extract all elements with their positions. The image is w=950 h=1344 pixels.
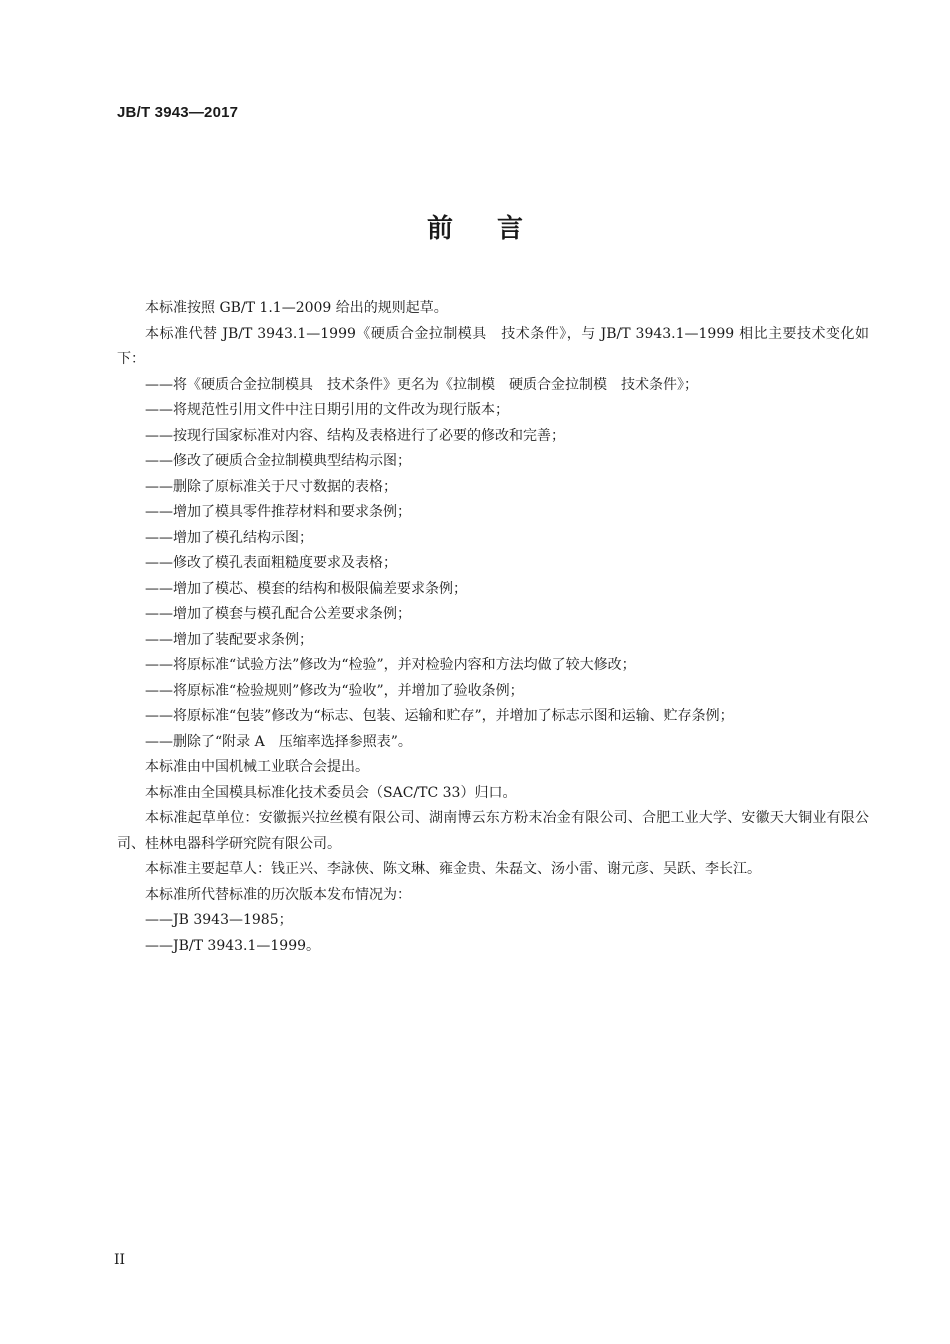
change-item: ——删除了原标准关于尺寸数据的表格； <box>145 478 397 495</box>
change-item: ——将规范性引用文件中注日期引用的文件改为现行版本； <box>145 402 509 418</box>
foreword-body <box>117 296 869 959</box>
change-item: ——增加了模具零件推荐材料和要求条例； <box>145 504 411 520</box>
version-item: ——JB 3943—1985； <box>145 912 293 928</box>
paragraph-under-jurisdiction: 本标准由全国模具标准化技术委员会（SAC/TC 33）归口。 <box>145 784 517 801</box>
paragraph-drafters: 本标准主要起草人：钱正兴、李詠俠、陈文琳、雍金贵、朱磊文、汤小雷、谢元彦、吴跃、李长江。 <box>145 861 761 877</box>
paragraph-drafting-rules: 本标准按照 GB/T 1.1—2009 给出的规则起草。 <box>145 300 448 316</box>
change-item: ——将原标准“检验规则”修改为“验收”，并增加了验收条例； <box>145 682 524 699</box>
change-item: ——将原标准“试验方法”修改为“检验”，并对检验内容和方法均做了较大修改； <box>145 657 636 673</box>
change-item: ——修改了硬质合金拉制模典型结构示图； <box>145 453 411 469</box>
change-item: ——按现行国家标准对内容、结构及表格进行了必要的修改和完善； <box>145 427 565 444</box>
paragraph-proposed-by: 本标准由中国机械工业联合会提出。 <box>145 759 369 775</box>
paragraph-replaces: 本标准代替 JB/T 3943.1—1999《硬质合金拉制模具 技术条件》，与 JB/T 3943.1—1999 相比主要技术变化如下： <box>117 325 869 367</box>
document-code: JB/T 3943—2017 <box>117 104 239 121</box>
change-item: ——删除了“附录 A 压缩率选择参照表”。 <box>145 733 412 750</box>
change-item: ——增加了模孔结构示图； <box>145 529 313 546</box>
change-item: ——将《硬质合金拉制模具 技术条件》更名为《拉制模 硬质合金拉制模 技术条件》； <box>145 376 698 393</box>
change-item: ——增加了模芯、模套的结构和极限偏差要求条例； <box>145 580 467 597</box>
change-item: ——增加了模套与模孔配合公差要求条例； <box>145 606 411 622</box>
change-item: ——修改了模孔表面粗糙度要求及表格； <box>145 555 397 571</box>
paragraph-drafting-units: 本标准起草单位：安徽振兴拉丝模有限公司、湖南博云东方粉末冶金有限公司、合肥工业大学、安徽天大铜业有限公司、桂林电器科学研究院有限公司。 <box>117 810 869 852</box>
version-item: ——JB/T 3943.1—1999。 <box>145 937 321 954</box>
change-item: ——将原标准“包装”修改为“标志、包装、运输和贮存”，并增加了标志示图和运输、贮存条例； <box>145 708 734 724</box>
change-item: ——增加了装配要求条例； <box>145 631 313 648</box>
page-title: 前言 <box>426 214 567 244</box>
paragraph-history: 本标准所代替标准的历次版本发布情况为： <box>145 886 411 903</box>
page-number: II <box>114 1252 126 1268</box>
